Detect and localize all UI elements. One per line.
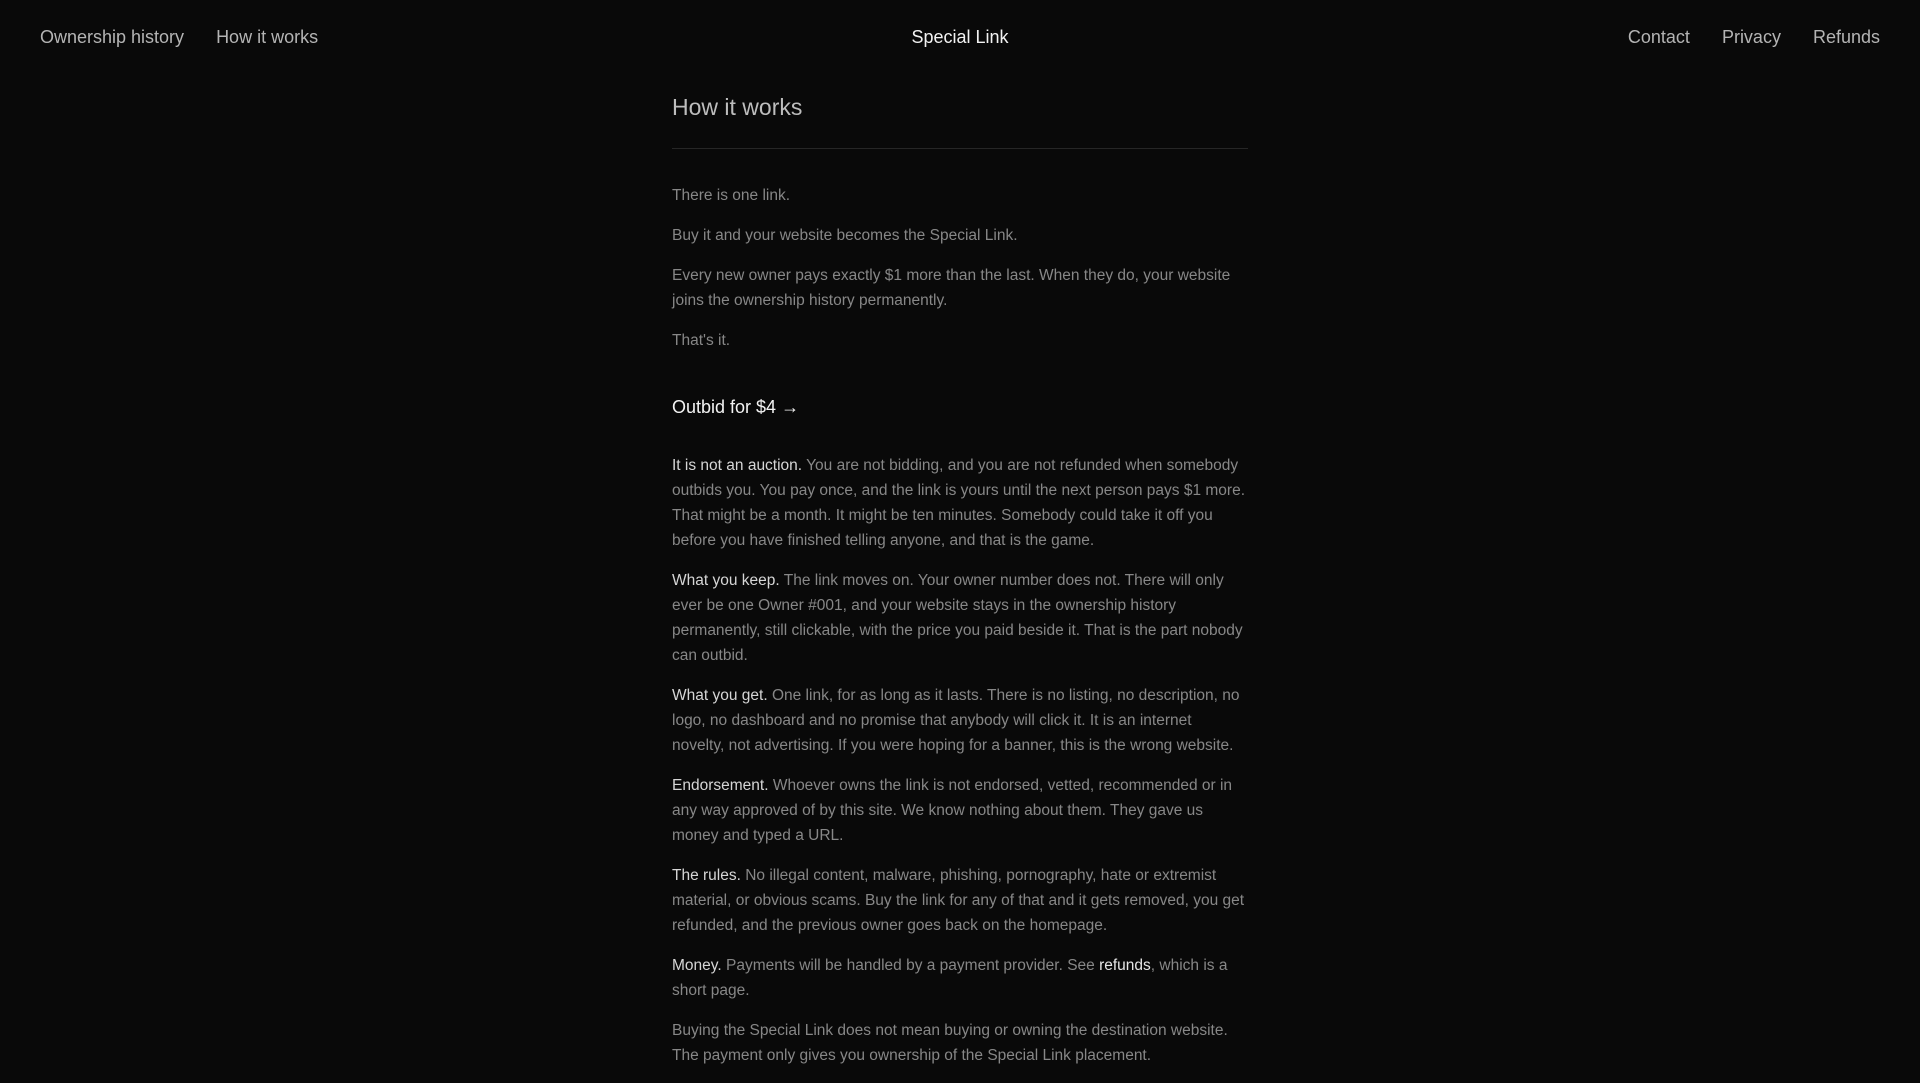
section-endorsement: [672, 773, 1248, 848]
intro-paragraph: Buy it and your website becomes the Special Link.: [672, 227, 1018, 244]
section-money: [672, 953, 1248, 1003]
nav-left: [40, 26, 318, 48]
nav-link-contact[interactable]: Contact: [1627, 27, 1690, 47]
intro-block: [672, 183, 1248, 353]
brand-link-special-link[interactable]: Special Link: [911, 27, 1009, 47]
nav-right: [1628, 26, 1880, 48]
top-navigation: [0, 0, 1920, 74]
refunds-inline-link[interactable]: refunds: [1099, 957, 1151, 974]
nav-link-ownership-history[interactable]: Ownership history: [40, 27, 185, 47]
section-text: No illegal content, malware, phishing, pornography, hate or extremist material, or obvious scams. Buy the link for any of that and it gets removed, you get refunded, and the previous owner goes back on the homepage.: [672, 867, 1245, 934]
intro-paragraph: There is one link.: [672, 187, 791, 204]
disclaimer-paragraph: Buying the Special Link does not mean buying or owning the destination website. The payment only gives you ownership of the Special Link placement.: [672, 1022, 1228, 1064]
section-rules: [672, 863, 1248, 938]
main-content: [672, 92, 1248, 1083]
page-title: How it works: [672, 94, 803, 120]
section-text: Whoever owns the link is not endorsed, vetted, recommended or in any way approved of by this site. We know nothing about them. They gave us money and typed a URL.: [672, 777, 1233, 844]
intro-paragraph: Every new owner pays exactly $1 more than the last. When they do, your website joins the ownership history permanently.: [672, 267, 1231, 309]
section-text: You are not bidding, and you are not refunded when somebody outbids you. You pay once, and the link is yours until the next person pays $1 more. That might be a month. It might be ten minutes. Somebody could take it off you before you have finished telling anyone, and that is the game.: [672, 457, 1246, 549]
section-text: One link, for as long as it lasts. There is no listing, no description, no logo, no dashboard and no promise that anybody will click it. It is an internet novelty, not advertising. If you were hoping for a banner, this is the wrong website.: [672, 687, 1240, 754]
outbid-button[interactable]: [672, 395, 799, 419]
section-heading: Money.: [672, 957, 722, 974]
nav-link-refunds[interactable]: Refunds: [1812, 27, 1880, 47]
section-heading: Endorsement.: [672, 777, 769, 794]
section-not-auction: [672, 453, 1248, 553]
section-what-you-get: [672, 683, 1248, 758]
section-heading: The rules.: [672, 867, 741, 884]
section-heading: What you keep.: [672, 572, 780, 589]
intro-paragraph: That's it.: [672, 332, 731, 349]
section-heading: It is not an auction.: [672, 457, 803, 474]
nav-link-privacy[interactable]: Privacy: [1721, 27, 1781, 47]
section-heading: What you get.: [672, 687, 768, 704]
details-sections: [672, 453, 1248, 1068]
section-text: Payments will be handled by a payment provider. See: [726, 957, 1095, 974]
section-text: , which is a short page.: [672, 957, 1228, 999]
section-text: The link moves on. Your owner number does not. There will only ever be one Owner #001, and your website stays in the ownership history permanently, still clickable, with the price you paid beside it. That is the part nobody can outbid.: [672, 572, 1243, 664]
arrow-right-icon: →: [781, 397, 800, 417]
title-divider: [672, 148, 1248, 149]
nav-link-how-it-works[interactable]: How it works: [216, 27, 319, 47]
outbid-button-label: Outbid for $4: [672, 397, 777, 417]
section-what-you-keep: [672, 568, 1248, 668]
